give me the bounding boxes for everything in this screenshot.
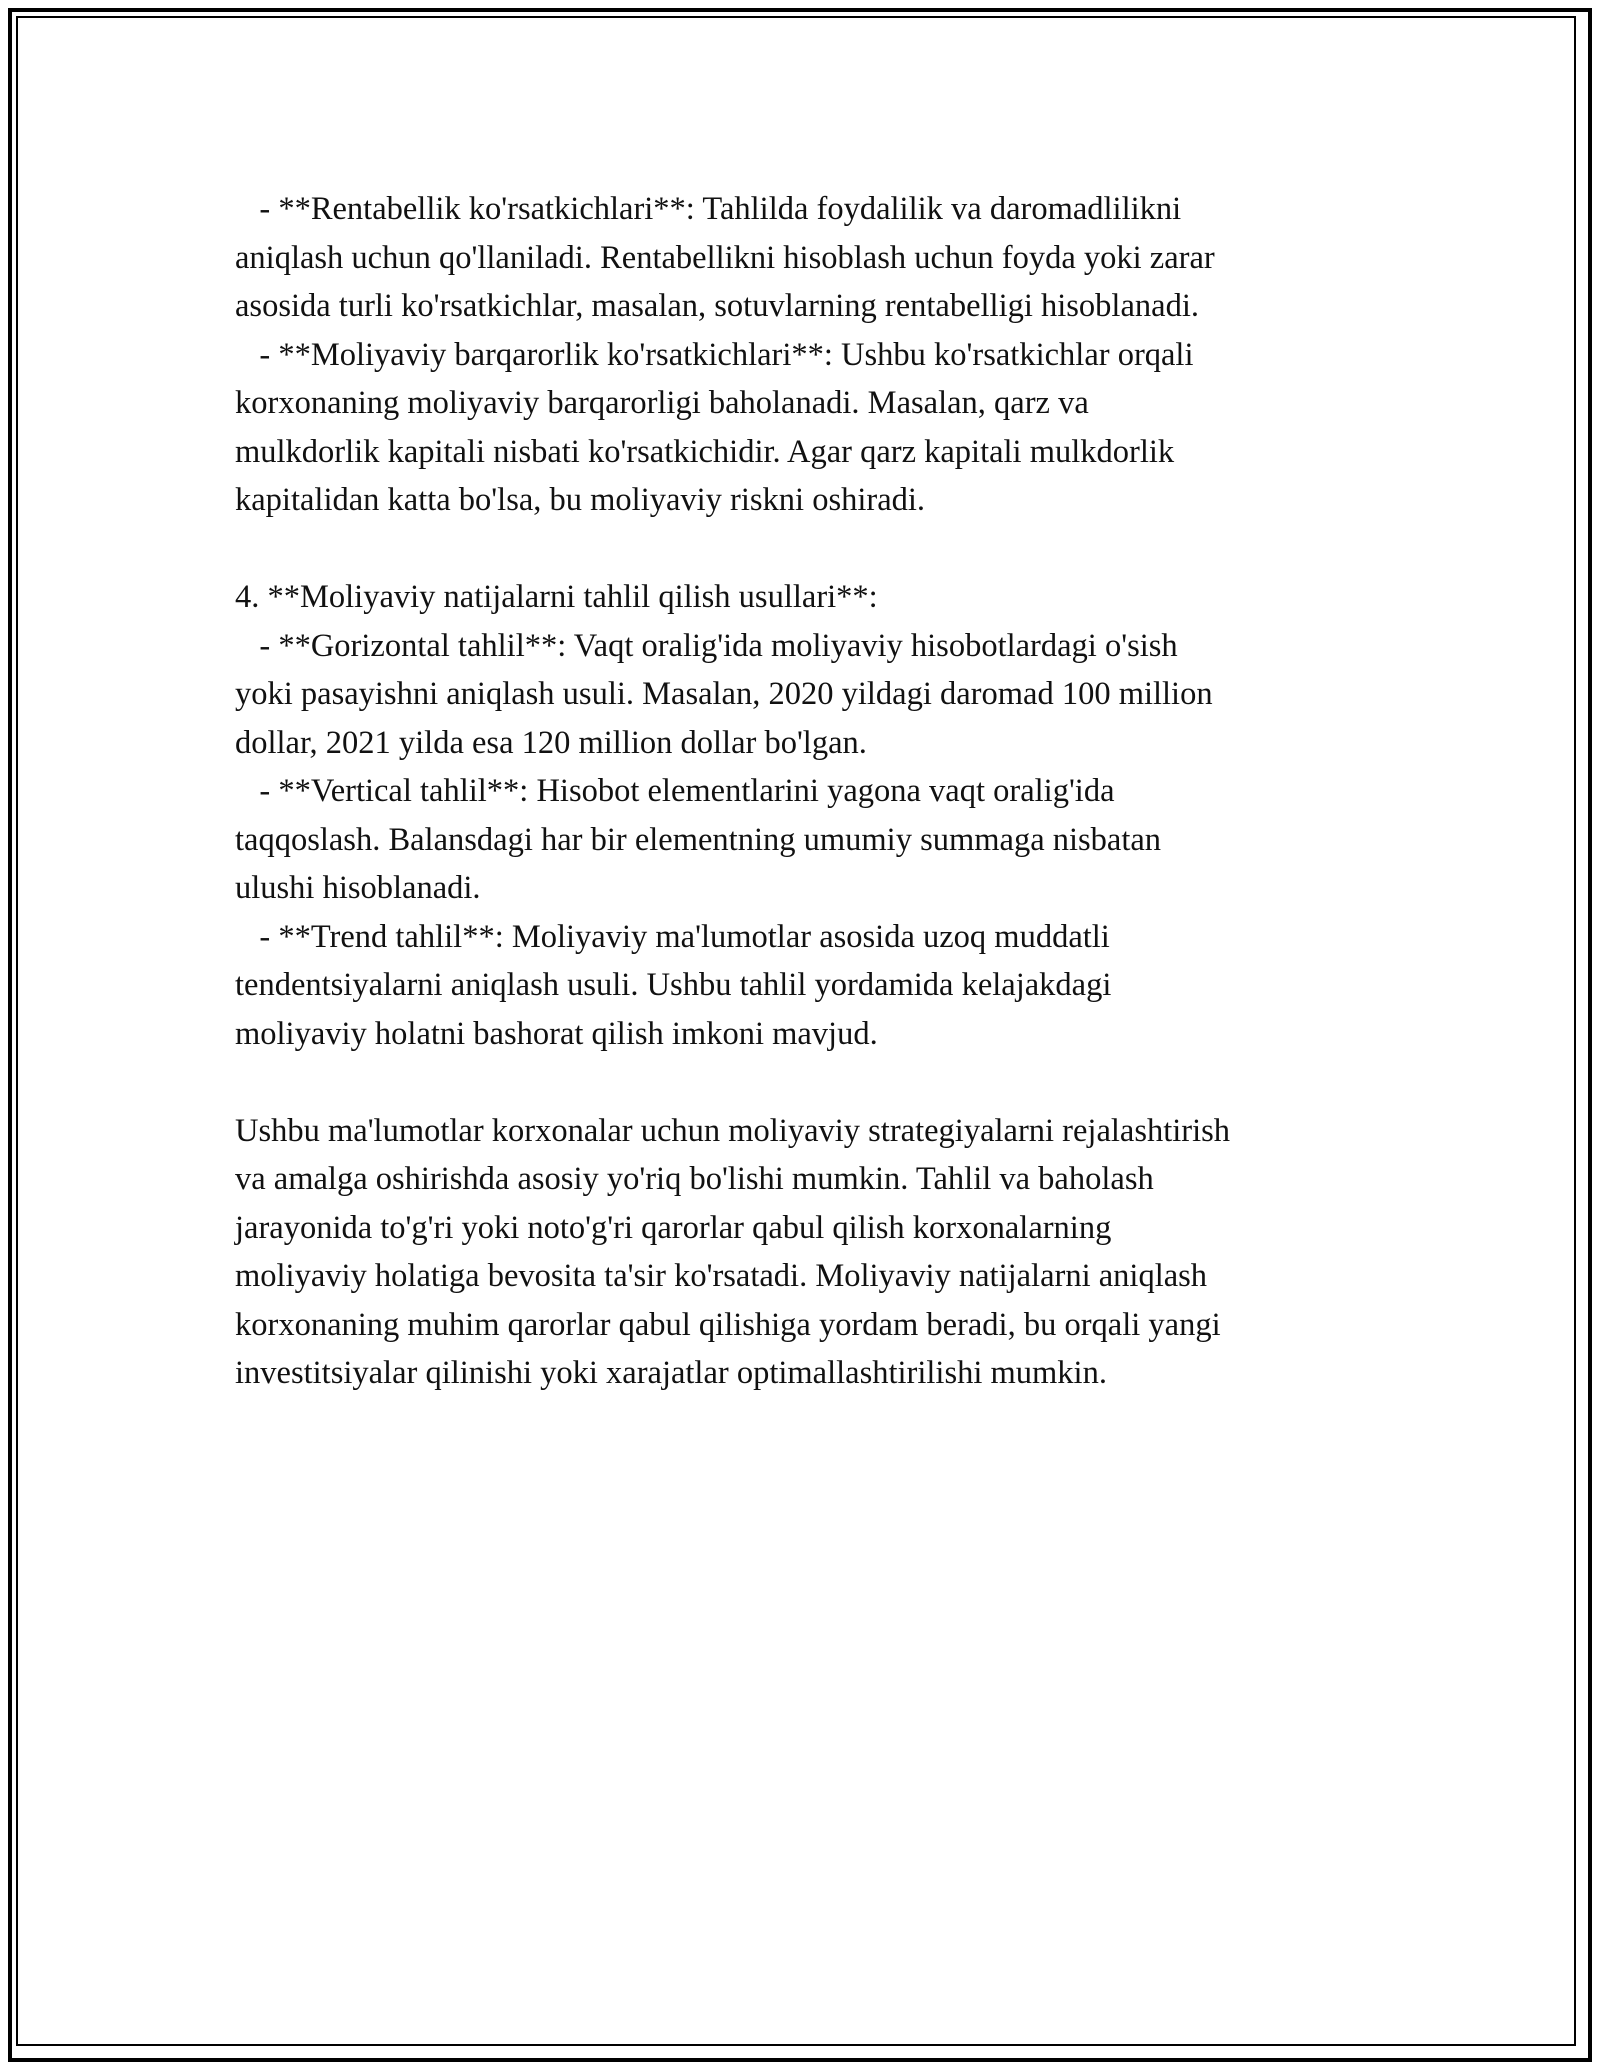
text-line: moliyaviy holatni bashorat qilish imkoni mavjud.	[235, 1015, 878, 1052]
text-line: kapitalidan katta bo'lsa, bu moliyaviy riskni oshiradi.	[235, 482, 926, 518]
document-body	[235, 185, 1385, 1398]
text-line: moliyaviy holatiga bevosita ta'sir ko'rsatadi. Moliyaviy natijalarni aniqlash	[235, 1258, 1208, 1294]
text-line: jarayonida to'g'ri yoki noto'g'ri qarorlar qabul qilish korxonalarning	[235, 1209, 1112, 1246]
text-line: investitsiyalar qilinishi yoki xarajatlar optimallashtirilishi mumkin.	[235, 1355, 1107, 1391]
text-line: mulkdorlik kapitali nisbati ko'rsatkichidir. Agar qarz kapitali mulkdorlik	[235, 433, 1175, 470]
paragraph-conclusion	[235, 1107, 1385, 1398]
text-line: - **Vertical tahlil**: Hisobot elementlarini yagona vaqt oralig'ida	[235, 773, 1115, 809]
text-line: ulushi hisoblanadi.	[235, 870, 481, 906]
paragraph-rentabellik	[235, 185, 1385, 525]
text-line: va amalga oshirishda asosiy yo'riq bo'lishi mumkin. Tahlil va baholash	[235, 1161, 1154, 1197]
paragraph-spacer	[235, 525, 1385, 574]
text-line: - **Rentabellik ko'rsatkichlari**: Tahlilda foydalilik va daromadlilikni	[235, 191, 1182, 227]
text-line: tendentsiyalarni aniqlash usuli. Ushbu tahlil yordamida kelajakdagi	[235, 967, 1112, 1003]
text-line: asosida turli ko'rsatkichlar, masalan, sotuvlarning rentabelligi hisoblanadi.	[235, 288, 1199, 324]
text-line: korxonaning moliyaviy barqarorligi baholanadi. Masalan, qarz va	[235, 385, 1089, 421]
text-line: taqqoslash. Balansdagi har bir elementning umumiy summaga nisbatan	[235, 821, 1162, 858]
text-line: aniqlash uchun qo'llaniladi. Rentabellikni hisoblash uchun foyda yoki zarar	[235, 239, 1215, 276]
text-line: dollar, 2021 yilda esa 120 million dollar bo'lgan.	[235, 724, 867, 761]
paragraph-tahlil-usullari	[235, 573, 1385, 1058]
text-line: - **Moliyaviy barqarorlik ko'rsatkichlari**: Ushbu ko'rsatkichlar orqali	[235, 336, 1194, 373]
text-line: korxonaning muhim qarorlar qabul qilishiga yordam beradi, bu orqali yangi	[235, 1306, 1221, 1343]
text-line: - **Trend tahlil**: Moliyaviy ma'lumotlar asosida uzoq muddatli	[235, 918, 1110, 955]
section-heading: 4. **Moliyaviy natijalarni tahlil qilish usullari**:	[235, 579, 878, 615]
paragraph-spacer	[235, 1058, 1385, 1107]
text-line: - **Gorizontal tahlil**: Vaqt oralig'ida moliyaviy hisobotlardagi o'sish	[235, 627, 1178, 664]
text-line: yoki pasayishni aniqlash usuli. Masalan, 2020 yildagi daromad 100 million	[235, 676, 1213, 712]
text-line: Ushbu ma'lumotlar korxonalar uchun moliyaviy strategiyalarni rejalashtirish	[235, 1112, 1231, 1149]
